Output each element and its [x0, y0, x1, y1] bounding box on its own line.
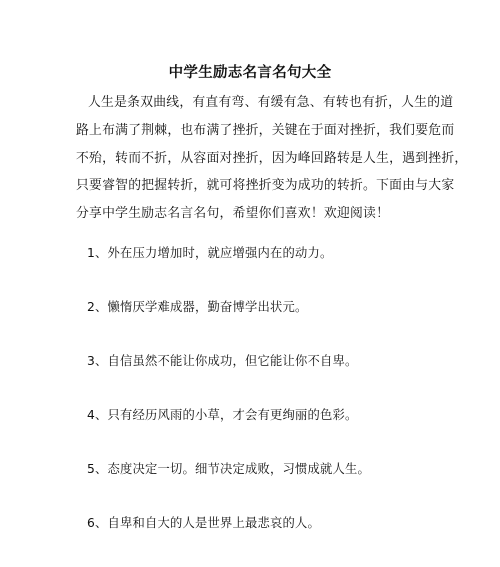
- quote-item-4: 4、只有经历风雨的小草，才会有更绚丽的色彩。: [87, 408, 358, 422]
- quote-item-6: 6、自卑和自大的人是世界上最悲哀的人。: [87, 516, 320, 530]
- document-title: 中学生励志名言名句大全: [168, 65, 332, 81]
- quote-item-5: 5、态度决定一切。细节决定成败，习惯成就人生。: [87, 462, 370, 476]
- intro-line: 人生是条双曲线，有直有弯、有缓有急、有转也有折，人生的道: [88, 95, 454, 110]
- intro-paragraph: [76, 89, 468, 228]
- quote-item-3: 3、自信虽然不能让你成功，但它能让你不自卑。: [87, 354, 358, 368]
- intro-line: 只要睿智的把握转折，就可将挫折变为成功的转折。下面由与大家: [76, 178, 455, 194]
- intro-line: 路上布满了荆棘，也布满了挫折，关键在于面对挫折，我们要危而: [76, 122, 455, 138]
- intro-line: 分享中学生励志名言名句，希望你们喜欢！欢迎阅读！: [76, 206, 390, 222]
- intro-line: 不殆，转而不折，从容面对挫折，因为峰回路转是人生，遇到挫折，: [76, 150, 468, 166]
- quote-item-2: 2、懒惰厌学难成器，勤奋博学出状元。: [87, 300, 308, 314]
- quote-item-1: 1、外在压力增加时，就应增强内在的动力。: [87, 246, 333, 260]
- quote-list: [87, 243, 467, 567]
